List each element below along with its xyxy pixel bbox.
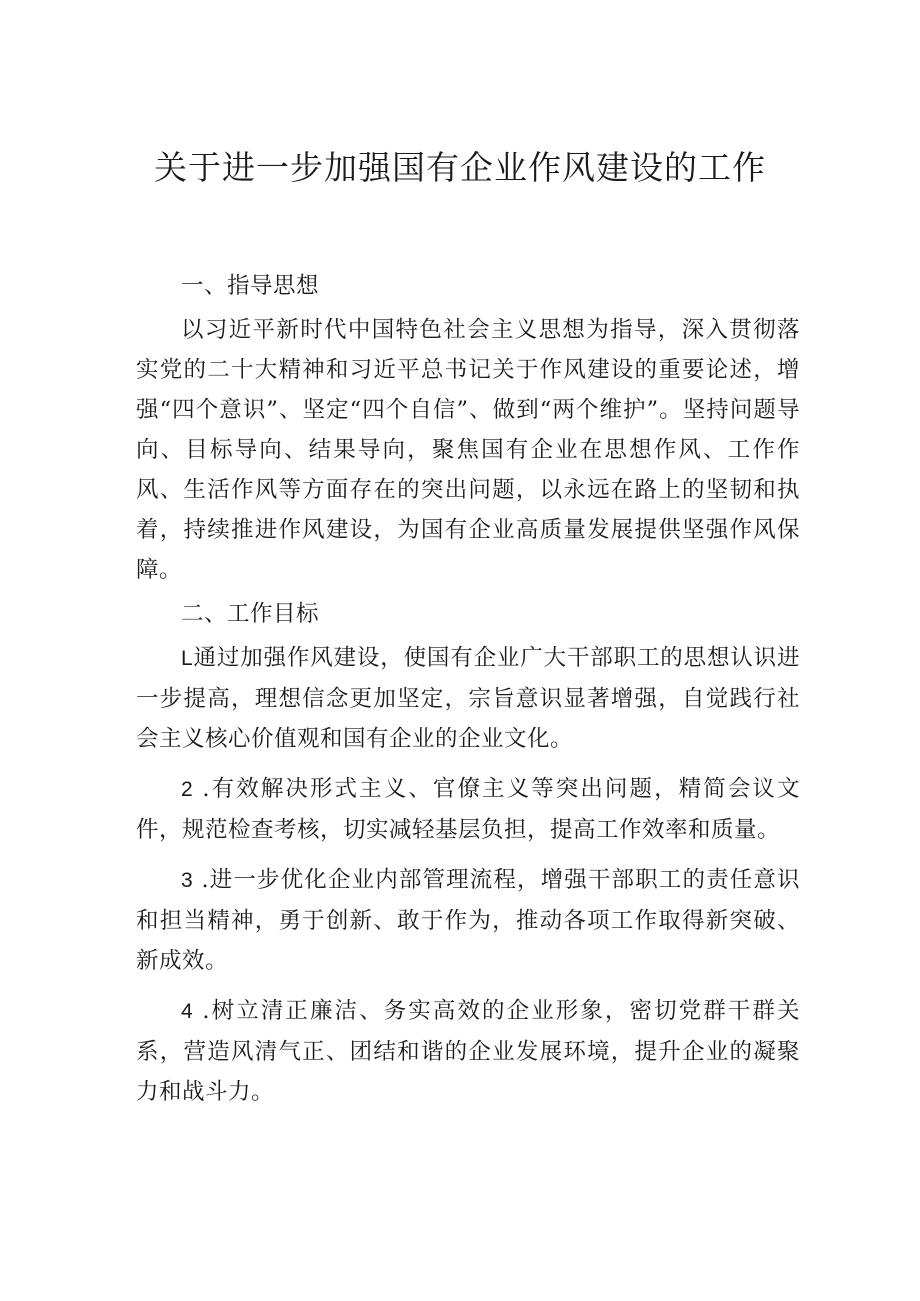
document-title: 关于进一步加强国有企业作风建设的工作 <box>154 148 766 187</box>
goal-item-4 <box>136 991 800 1112</box>
goal-item-2 <box>136 769 800 850</box>
paragraph-guiding-ideology: 以习近平新时代中国特色社会主义思想为指导，深入贯彻落实党的二十大精神和习近平总书记关于作风建设的重要论述，增强“四个意识”、坚定“四个自信”、做到“两个维护”。坚持问题导向、目标导向、结果导向，聚焦国有企业在思想作风、工作作风、生活作风等方面存在的突出问题，以永远在路上的坚韧和执着，持续推进作风建设，为国有企业高质量发展提供坚强作风保障。 <box>136 317 800 583</box>
goal-item-1-marker: L <box>181 647 194 670</box>
goal-item-4-text: .树立清正廉洁、务实高效的企业形象，密切党群干群关系，营造风清气正、团结和谐的企业发展环境，提升企业的凝聚力和战斗力。 <box>136 998 800 1105</box>
goal-item-3-marker: 3 <box>181 869 194 892</box>
document-body <box>136 266 800 1112</box>
goal-item-2-text: .有效解决形式主义、官僚主义等突出问题，精简会议文件，规范检查考核，切实减轻基层负担，提高工作效率和质量。 <box>136 776 800 843</box>
goal-item-3-text: .进一步优化企业内部管理流程，增强干部职工的责任意识和担当精神，勇于创新、敢于作为，推动各项工作取得新突破、新成效。 <box>136 867 801 974</box>
goal-item-4-marker: 4 <box>181 1000 194 1023</box>
section-heading-work-goals: 二、工作目标 <box>181 601 320 627</box>
goal-item-2-marker: 2 <box>181 778 194 801</box>
goal-item-3 <box>136 860 800 981</box>
goal-item-1-text: 通过加强作风建设，使国有企业广大干部职工的思想认识进一步提高，理想信念更加坚定，宗旨意识显著增强，自觉践行社会主义核心价值观和国有企业的企业文化。 <box>136 645 800 752</box>
section-heading-guiding-ideology: 一、指导思想 <box>181 273 320 299</box>
goal-item-1 <box>136 638 800 759</box>
